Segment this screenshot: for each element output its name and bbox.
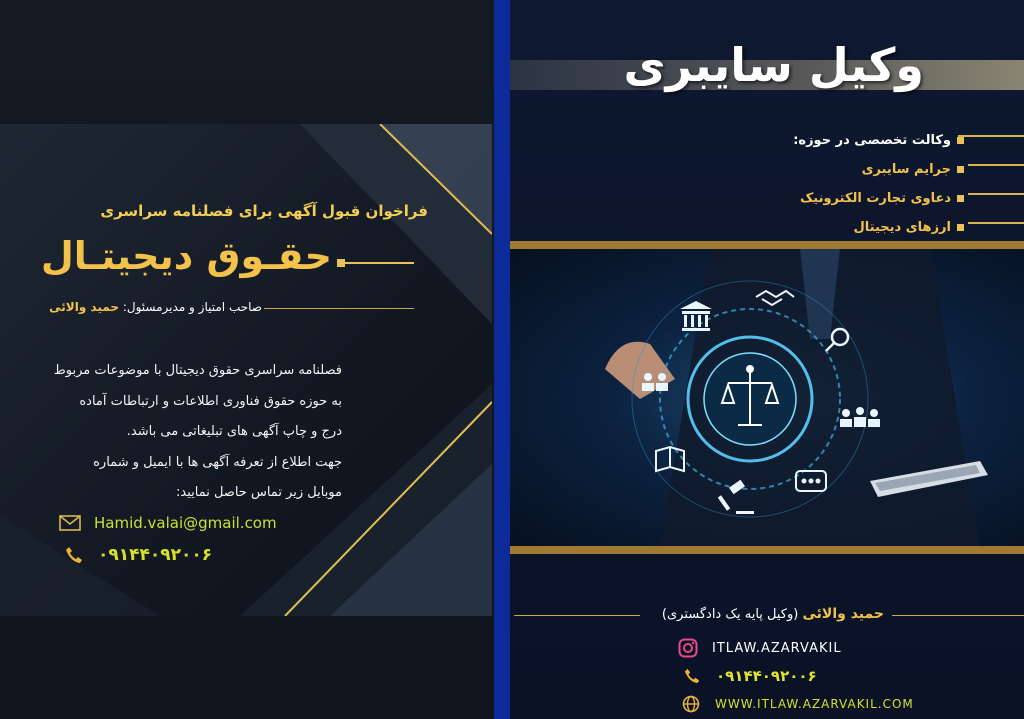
email-contact[interactable]	[58, 513, 277, 533]
hero-border-top	[510, 241, 1024, 249]
lawyer-title: (وکیل پایه یک دادگستری)	[661, 607, 799, 622]
instagram-contact[interactable]	[676, 638, 842, 658]
body-line: جهت اطلاع از تعرفه آگهی ها با ایمیل و شماره	[93, 454, 342, 470]
team-icon	[840, 407, 880, 427]
hero-illustration	[510, 249, 1024, 546]
specialty-item: جرایم سایبری	[793, 155, 964, 184]
body-line: درج و چاپ آگهی های تبلیغاتی می باشد.	[126, 424, 342, 439]
envelope-icon	[58, 513, 82, 533]
lawyer-name: حمید والائی	[802, 606, 884, 622]
bullet-icon	[957, 224, 964, 231]
back-cover	[0, 0, 494, 719]
owner-name: حمید والائی	[49, 300, 120, 314]
bullet-icon	[957, 166, 964, 173]
spec-rule	[968, 222, 1024, 224]
book-spine	[494, 0, 510, 719]
bullet-icon	[957, 137, 964, 144]
ad-body-text	[42, 356, 342, 509]
globe-icon	[679, 694, 703, 714]
instagram-handle[interactable]: ITLAW.AZARVAKIL	[712, 640, 842, 656]
phone-contact-right[interactable]	[680, 666, 817, 686]
body-line: به حوزه حقوق فناوری اطلاعات و ارتباطات آماده	[79, 393, 342, 409]
website-url[interactable]: WWW.ITLAW.AZARVAKIL.COM	[715, 697, 914, 711]
website-contact[interactable]	[679, 694, 914, 714]
spec-rule	[968, 193, 1024, 195]
specialty-item: ارزهای دیجیتال	[793, 213, 964, 242]
specialties-heading: وکالت تخصصی در حوزه:	[793, 126, 964, 155]
lawyer-rule-right	[892, 615, 1024, 616]
hero-border-bottom	[510, 546, 1024, 554]
instagram-icon	[676, 638, 700, 658]
phone-number-right[interactable]: ۰۹۱۴۴۰۹۲۰۰۶	[716, 667, 817, 685]
email-address[interactable]: Hamid.valai@gmail.com	[94, 514, 277, 532]
specialty-item: دعاوی تجارت الکترونیک	[793, 184, 964, 213]
phone-icon	[680, 666, 704, 686]
lawyer-rule-left	[514, 615, 640, 616]
owner-line	[49, 300, 262, 314]
lawyer-line	[662, 606, 884, 622]
magazine-title: حقـوق دیجیتـال	[40, 234, 332, 278]
phone-number[interactable]: ۰۹۱۴۴۰۹۲۰۰۶	[98, 545, 213, 565]
spec-rule	[968, 164, 1024, 166]
hero-image	[510, 249, 1024, 546]
title-rule	[340, 262, 414, 264]
specialty-list	[793, 126, 964, 242]
spec-rule	[958, 135, 1024, 137]
body-line: موبایل زیر تماس حاصل نمایید:	[175, 485, 342, 500]
phone-icon	[62, 545, 86, 565]
bullet-icon	[957, 195, 964, 202]
owner-rule	[264, 308, 414, 309]
phone-contact[interactable]	[62, 545, 212, 565]
owner-label: صاحب امتیاز و مدیرمسئول:	[122, 300, 262, 314]
body-line: فصلنامه سراسری حقوق دیجیتال با موضوعات مربوط	[53, 363, 342, 378]
cover-title: وکیل سایبری	[623, 38, 924, 92]
ad-call-heading: فراخوان قبول آگهی برای فصلنامه سراسری	[100, 202, 428, 220]
title-dot	[337, 259, 345, 267]
